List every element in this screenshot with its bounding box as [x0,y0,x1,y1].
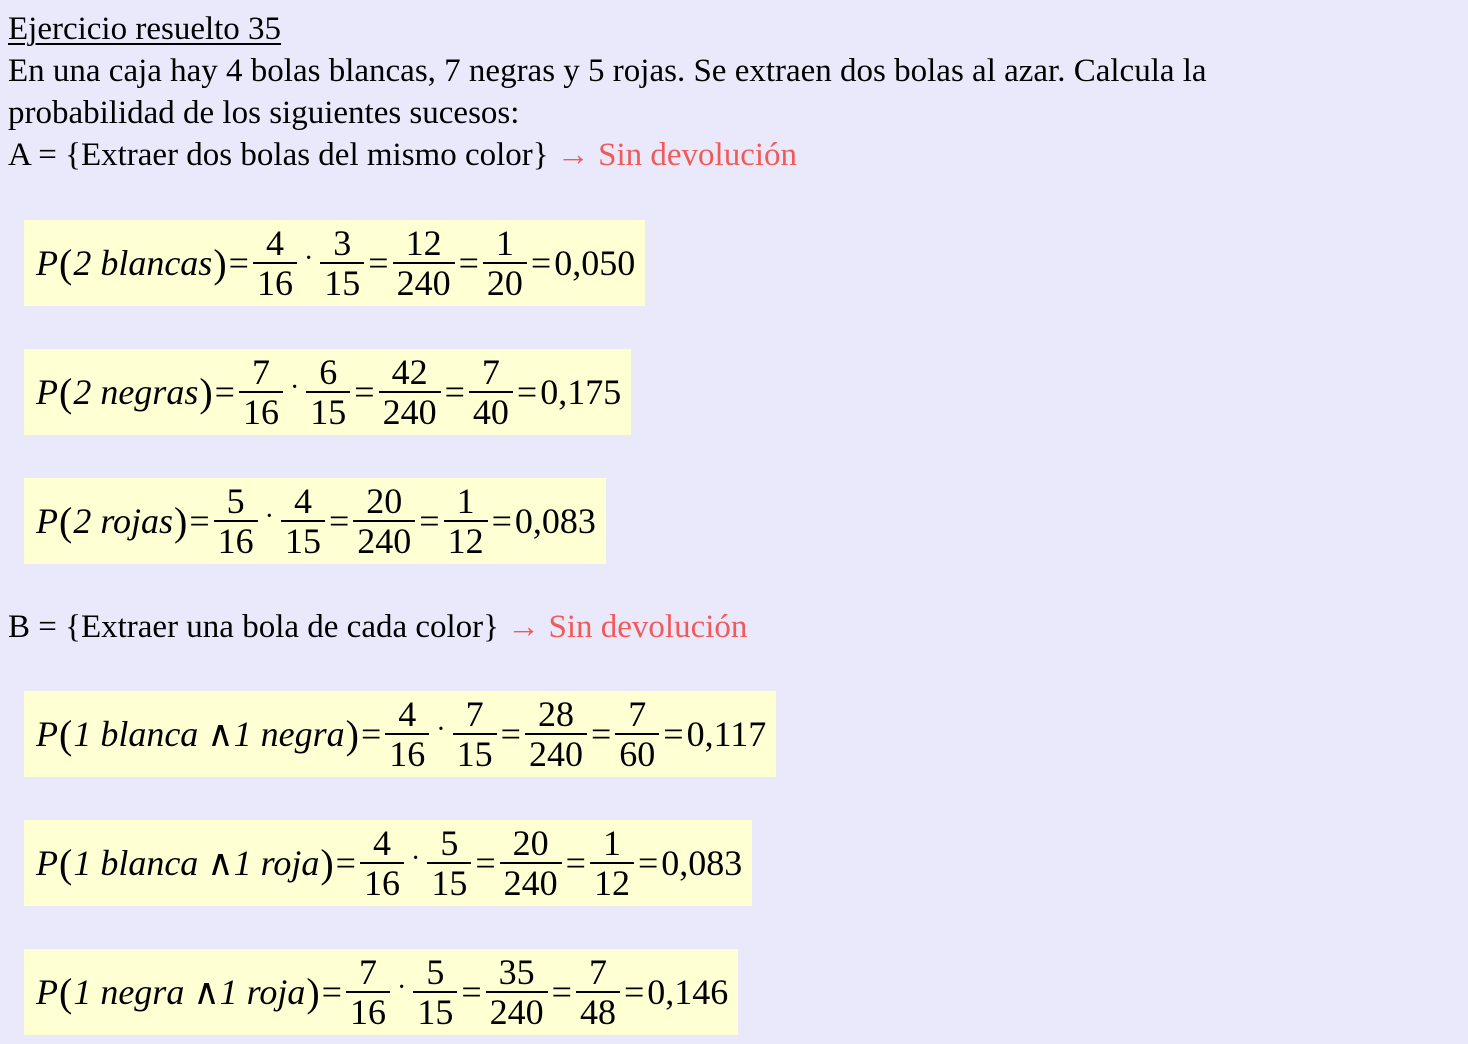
equals-sign: = [228,243,249,283]
equals-sign: = [475,843,496,883]
equals-sign: = [328,501,350,541]
exercise-title: Ejercicio resuelto 35 [8,11,282,47]
equals-sign: = [590,714,612,754]
result-value: 0,050 [554,243,636,283]
event-argument: 2 negras [73,372,199,412]
numerator: 35 [498,952,535,992]
formula-box-2-negras [24,349,631,435]
numerator: 4 [293,481,312,521]
event-a-text: A = {Extraer dos bolas del mismo color} [8,137,549,173]
equals-sign: = [491,501,512,541]
numerator: 4 [265,223,284,263]
fraction [469,353,513,431]
multiply-dot: · [264,501,274,532]
formula-box-2-rojas [24,478,606,564]
denominator: 240 [393,262,455,302]
multiply-dot: · [410,843,421,874]
denominator: 240 [486,991,548,1031]
equals-sign: = [516,372,538,412]
numerator: 5 [426,952,445,992]
fraction [360,824,404,902]
multiply-dot: · [289,372,300,403]
multiply-dot: · [396,972,407,1003]
numerator: 1 [456,481,475,521]
denominator: 240 [525,733,587,773]
close-paren: ) [199,369,213,415]
prob-symbol: P [36,243,58,283]
equals-sign: = [461,972,482,1012]
denominator: 15 [281,520,325,560]
prob-symbol: P [36,714,58,754]
numerator: 5 [440,823,459,863]
event-b-text: B = {Extraer una bola de cada color} [8,609,500,645]
denominator: 15 [427,862,471,902]
numerator: 7 [465,694,484,734]
denominator: 16 [346,991,390,1031]
close-paren: ) [306,969,320,1015]
event-b-note: → Sin devolución [507,609,748,645]
numerator: 7 [628,694,647,734]
numerator: 1 [602,823,621,863]
prob-symbol: P [36,972,58,1012]
open-paren: ( [59,711,73,757]
numerator: 4 [398,694,417,734]
event-argument: 2 blancas [73,243,213,283]
event-argument: 2 rojas [73,501,174,541]
fraction [486,953,548,1031]
result-value: 0,175 [540,372,622,412]
formula-lhs [36,969,321,1016]
numerator: 7 [358,952,377,992]
denominator: 240 [500,862,562,902]
formula-box-negra-roja [24,949,738,1035]
denominator: 16 [360,862,404,902]
formula-box-blanca-negra [24,691,776,777]
fraction [385,695,429,773]
fraction [306,353,350,431]
result-value: 0,083 [514,501,596,541]
equals-sign: = [444,372,465,412]
event-argument: 1 blanca ∧1 roja [73,843,320,883]
equals-sign: = [663,714,684,754]
denominator: 15 [453,733,497,773]
numerator: 5 [226,481,245,521]
equals-sign: = [551,972,572,1012]
open-paren: ( [59,369,73,415]
denominator: 12 [444,520,488,560]
denominator: 40 [469,391,513,431]
equals-sign: = [565,843,586,883]
fraction [353,482,415,560]
denominator: 240 [379,391,441,431]
numerator: 42 [391,352,428,392]
equals-sign: = [335,843,356,883]
equals-sign: = [419,501,440,541]
formula-lhs [36,711,360,758]
fraction [453,695,497,773]
numerator: 20 [512,823,549,863]
fraction [214,482,258,560]
denominator: 16 [239,391,283,431]
fraction [444,482,488,560]
fraction [576,953,620,1031]
event-a-note: → Sin devolución [556,137,798,173]
denominator: 240 [353,520,415,560]
equals-sign: = [623,972,645,1012]
equals-sign: = [637,843,659,883]
result-value: 0,146 [647,972,729,1012]
equals-sign: = [500,714,521,754]
equals-sign: = [321,972,342,1012]
fraction [483,224,527,302]
formula-lhs [36,840,335,887]
formula-lhs [36,240,228,287]
open-paren: ( [59,498,73,544]
open-paren: ( [59,840,73,886]
fraction [393,224,455,302]
event-a-line [8,134,797,176]
close-paren: ) [174,498,188,544]
fraction [525,695,587,773]
multiply-dot: · [303,243,314,274]
prob-symbol: P [36,372,58,412]
fraction [615,695,659,773]
statement-line-1: En una caja hay 4 bolas blancas, 7 negras y 5 rojas. Se extraen dos bolas al azar. Calcula la [8,53,1207,89]
numerator: 1 [495,223,514,263]
denominator: 16 [253,262,297,302]
equals-sign: = [458,243,479,283]
denominator: 60 [615,733,659,773]
formula-box-blanca-roja [24,820,752,906]
event-argument: 1 negra ∧1 roja [73,972,306,1012]
formula-box-2-blancas [24,220,645,306]
denominator: 12 [590,862,634,902]
numerator: 12 [405,223,442,263]
numerator: 6 [319,352,338,392]
fraction [500,824,562,902]
denominator: 48 [576,991,620,1031]
numerator: 7 [481,352,500,392]
denominator: 15 [413,991,457,1031]
close-paren: ) [345,711,359,757]
equals-sign: = [368,243,389,283]
fraction [590,824,634,902]
result-value: 0,117 [686,714,767,754]
formula-lhs [36,369,214,416]
denominator: 20 [483,262,527,302]
fraction [413,953,457,1031]
fraction [239,353,283,431]
equals-sign: = [360,714,382,754]
open-paren: ( [59,969,73,1015]
numerator: 3 [333,223,352,263]
result-value: 0,083 [661,843,743,883]
fraction [281,482,325,560]
prob-symbol: P [36,843,58,883]
fraction [427,824,471,902]
fraction [320,224,364,302]
denominator: 16 [214,520,258,560]
equals-sign: = [530,243,552,283]
event-b-line [8,606,747,648]
close-paren: ) [213,240,227,286]
numerator: 7 [251,352,270,392]
fraction [379,353,441,431]
equals-sign: = [214,372,235,412]
numerator: 4 [372,823,391,863]
denominator: 15 [320,262,364,302]
fraction [253,224,297,302]
event-argument: 1 blanca ∧1 negra [73,714,345,754]
numerator: 28 [537,694,574,734]
denominator: 15 [306,391,350,431]
fraction [346,953,390,1031]
denominator: 16 [385,733,429,773]
open-paren: ( [59,240,73,286]
numerator: 20 [366,481,403,521]
multiply-dot: · [436,714,446,745]
equals-sign: = [189,501,210,541]
equals-sign: = [354,372,375,412]
statement-line-2: probabilidad de los siguientes sucesos: [8,95,520,131]
formula-lhs [36,498,188,545]
close-paren: ) [320,840,334,886]
numerator: 7 [588,952,607,992]
prob-symbol: P [36,501,58,541]
